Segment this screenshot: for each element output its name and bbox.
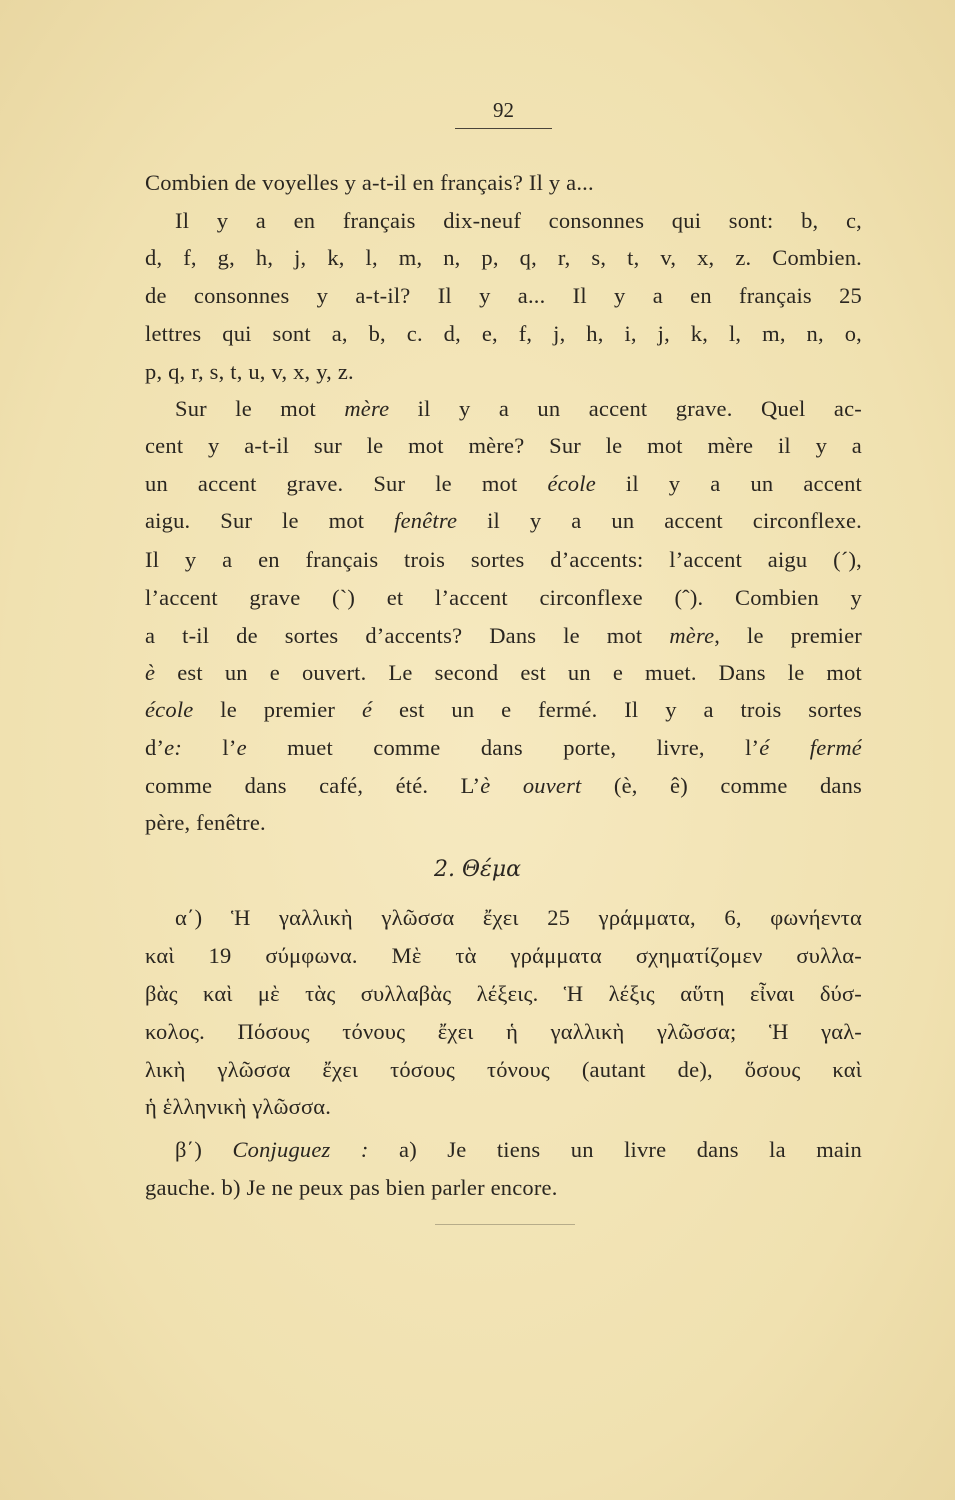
italic-text: é <box>361 697 373 722</box>
text-segment: il y a un accent <box>595 471 862 496</box>
text-segment: est un e fermé. Il y a trois sortes <box>372 697 862 722</box>
text-line <box>145 1017 862 1047</box>
italic-text: Conjuguez : <box>232 1137 369 1162</box>
text-segment: a) Je tiens un livre dans la main <box>368 1137 862 1162</box>
text-line <box>145 431 862 461</box>
text-line <box>145 658 862 688</box>
text-line <box>145 506 862 536</box>
text-segment: l’ <box>182 735 237 760</box>
italic-text: mère <box>669 623 715 648</box>
text-segment: gauche. b) Je ne peux pas bien parler encore. <box>145 1175 558 1200</box>
text-line <box>145 621 862 651</box>
text-segment: d’ <box>145 735 165 760</box>
text-line <box>175 1135 862 1165</box>
text-segment: comme dans café, été. L’ <box>145 773 481 798</box>
italic-text: e <box>236 735 247 760</box>
bottom-rule <box>435 1224 575 1225</box>
text-line <box>145 808 862 838</box>
text-segment: d, f, g, h, j, k, l, m, n, p, q, r, s, t, v, x, z. Combien. <box>145 245 862 270</box>
text-line <box>145 168 862 198</box>
text-line <box>145 357 862 387</box>
text-segment: père, fenêtre. <box>145 810 266 835</box>
text-segment: Sur le mot <box>175 396 345 421</box>
text-segment: βὰς καὶ μὲ τὰς συλλαβὰς λέξεις. Ἡ λέξις αὕτη εἶναι δύσ- <box>145 981 862 1006</box>
text-segment: ἡ ἑλληνικὴ γλῶσσα. <box>145 1094 332 1119</box>
text-segment: est un e ouvert. Le second est un e muet. Dans le mot <box>155 660 862 685</box>
text-line <box>145 319 862 349</box>
text-segment: a t-il de sortes d’accents? Dans le mot <box>145 623 670 648</box>
text-segment: Combien de voyelles y a-t-il en français? Il y a... <box>145 170 594 195</box>
text-segment: le premier <box>193 697 362 722</box>
text-segment: , le premier <box>714 623 862 648</box>
text-segment: l’accent grave (`) et l’accent circonflexe (ˆ). Combien y <box>145 585 862 610</box>
page-number: 92 <box>493 98 514 122</box>
page-number-rule <box>455 128 552 129</box>
text-segment: Il y a en français dix-neuf consonnes qui sont: b, c, <box>175 208 862 233</box>
text-line <box>145 243 862 273</box>
text-segment: aigu. Sur le mot <box>145 508 395 533</box>
section-heading: 2. Θέμα <box>434 857 521 882</box>
text-line <box>175 903 862 933</box>
text-segment: p, q, r, s, t, u, v, x, y, z. <box>145 359 354 384</box>
text-line <box>145 469 862 499</box>
text-line <box>145 771 862 801</box>
text-segment: β΄) <box>175 1137 233 1162</box>
text-line <box>145 281 862 311</box>
text-segment: de consonnes y a-t-il? Il y a... Il y a en français 25 <box>145 283 862 308</box>
text-line <box>145 1092 862 1122</box>
italic-text: e: <box>164 735 183 760</box>
text-line <box>145 941 862 971</box>
italic-text: è <box>145 660 156 685</box>
text-segment: (è, ê) comme dans <box>581 773 862 798</box>
italic-text: é fermé <box>759 735 862 760</box>
text-segment: il y a un accent circonflexe. <box>457 508 862 533</box>
text-segment: α΄) Ἡ γαλλικὴ γλῶσσα ἔχει 25 γράμματα, 6, φωνήεντα <box>175 905 862 930</box>
text-segment: il y a un accent grave. Quel ac- <box>389 396 862 421</box>
text-line <box>175 394 862 424</box>
text-segment: Il y a en français trois sortes d’accents: l’accent aigu (´), <box>145 547 862 572</box>
text-segment: un accent grave. Sur le mot <box>145 471 548 496</box>
text-line <box>145 583 862 613</box>
text-line <box>145 1173 862 1203</box>
text-segment: κολος. Πόσους τόνους ἔχει ἡ γαλλικὴ γλῶσσα; Ἡ γαλ- <box>145 1019 862 1044</box>
text-segment: λικὴ γλῶσσα ἔχει τόσους τόνους (autant de), ὅσους καὶ <box>145 1057 862 1082</box>
text-line <box>145 695 862 725</box>
italic-text: fenêtre <box>394 508 458 533</box>
text-segment: cent y a-t-il sur le mot mère? Sur le mot mère il y a <box>145 433 862 458</box>
italic-text: è ouvert <box>480 773 582 798</box>
italic-text: école <box>145 697 194 722</box>
text-line <box>145 979 862 1009</box>
text-segment: muet comme dans porte, livre, l’ <box>246 735 760 760</box>
text-line <box>145 733 862 763</box>
text-line <box>145 545 862 575</box>
italic-text: école <box>547 471 596 496</box>
text-segment: lettres qui sont a, b, c. d, e, f, j, h, i, j, k, l, m, n, o, <box>145 321 862 346</box>
italic-text: mère <box>344 396 390 421</box>
text-line <box>175 206 862 236</box>
text-line <box>145 1055 862 1085</box>
text-segment: καὶ 19 σύμφωνα. Μὲ τὰ γράμματα σχηματίζομεν συλλα- <box>145 943 862 968</box>
